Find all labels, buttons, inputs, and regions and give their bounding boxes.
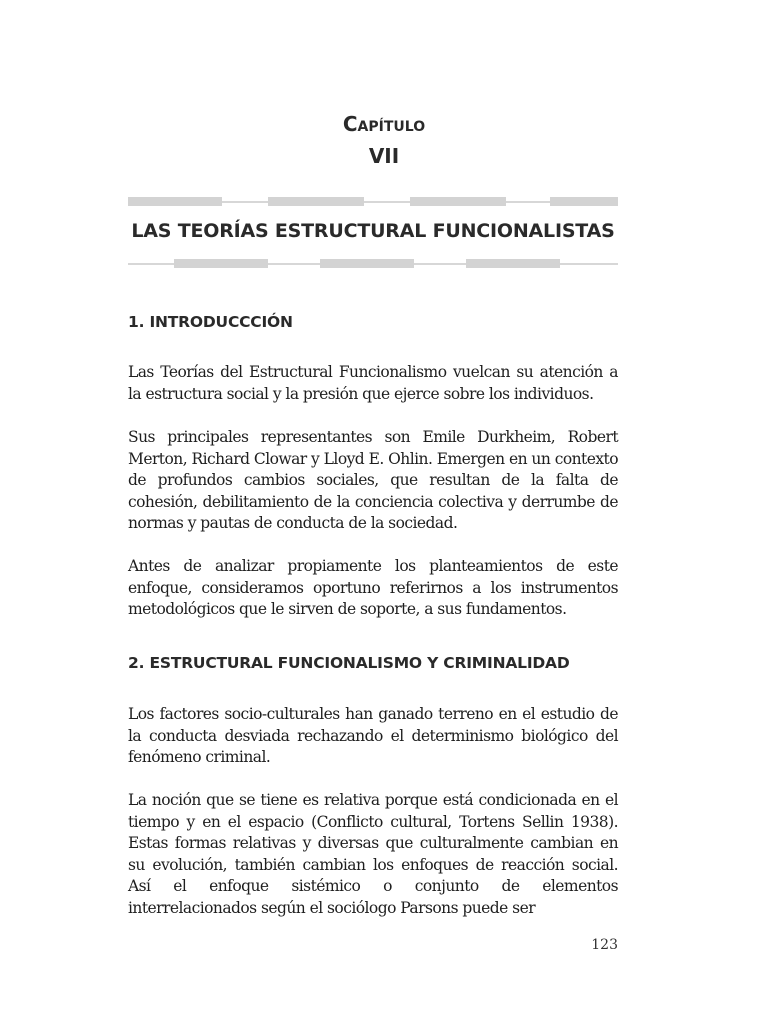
paragraph: La noción que se tiene es relativa porque está condicionada en el tiempo y en el espacio (Conflicto cultural, Tortens Sellin 1938). Estas formas relativas y diversas que culturalmente cambian en su evolución, también cambian los enfoques de reacción social. Así el enfoque sistémico o conjunto de elementos interrelacionados según el sociólogo Parsons puede ser bbox=[128, 791, 618, 917]
paragraph: Sus principales representantes son Emile Durkheim, Robert Merton, Richard Clowar y Lloyd E. Ohlin. Emergen en un contexto de profundos cambios sociales, que resultan de la falta de cohesión, debilitamiento de la conciencia colectiva y derrumbe de normas y pautas de conducta de la sociedad. bbox=[128, 428, 618, 532]
chapter-label bbox=[0, 112, 768, 136]
chapter-title: LAS TEORÍAS ESTRUCTURAL FUNCIONALISTAS bbox=[131, 220, 615, 242]
top-decorative-rule bbox=[128, 197, 618, 207]
section-heading: 1. INTRODUCCCIÓN bbox=[128, 313, 293, 331]
chapter-number: VII bbox=[368, 144, 400, 168]
page-number: 123 bbox=[591, 937, 618, 953]
bottom-decorative-rule bbox=[128, 259, 618, 269]
paragraph: Antes de analizar propiamente los planteamientos de este enfoque, consideramos oportuno referirnos a los instrumentos metodológicos que le sirven de soporte, a sus fundamentos. bbox=[128, 557, 618, 618]
section-heading: 2. ESTRUCTURAL FUNCIONALISMO Y CRIMINALIDAD bbox=[128, 654, 570, 672]
paragraph: Las Teorías del Estructural Funcionalismo vuelcan su atención a la estructura social y la presión que ejerce sobre los individuos. bbox=[128, 363, 618, 403]
chapter-label-text: Capítulo bbox=[342, 112, 426, 136]
paragraph: Los factores socio-culturales han ganado terreno en el estudio de la conducta desviada rechazando el determinismo biológico del fenómeno criminal. bbox=[128, 705, 618, 766]
